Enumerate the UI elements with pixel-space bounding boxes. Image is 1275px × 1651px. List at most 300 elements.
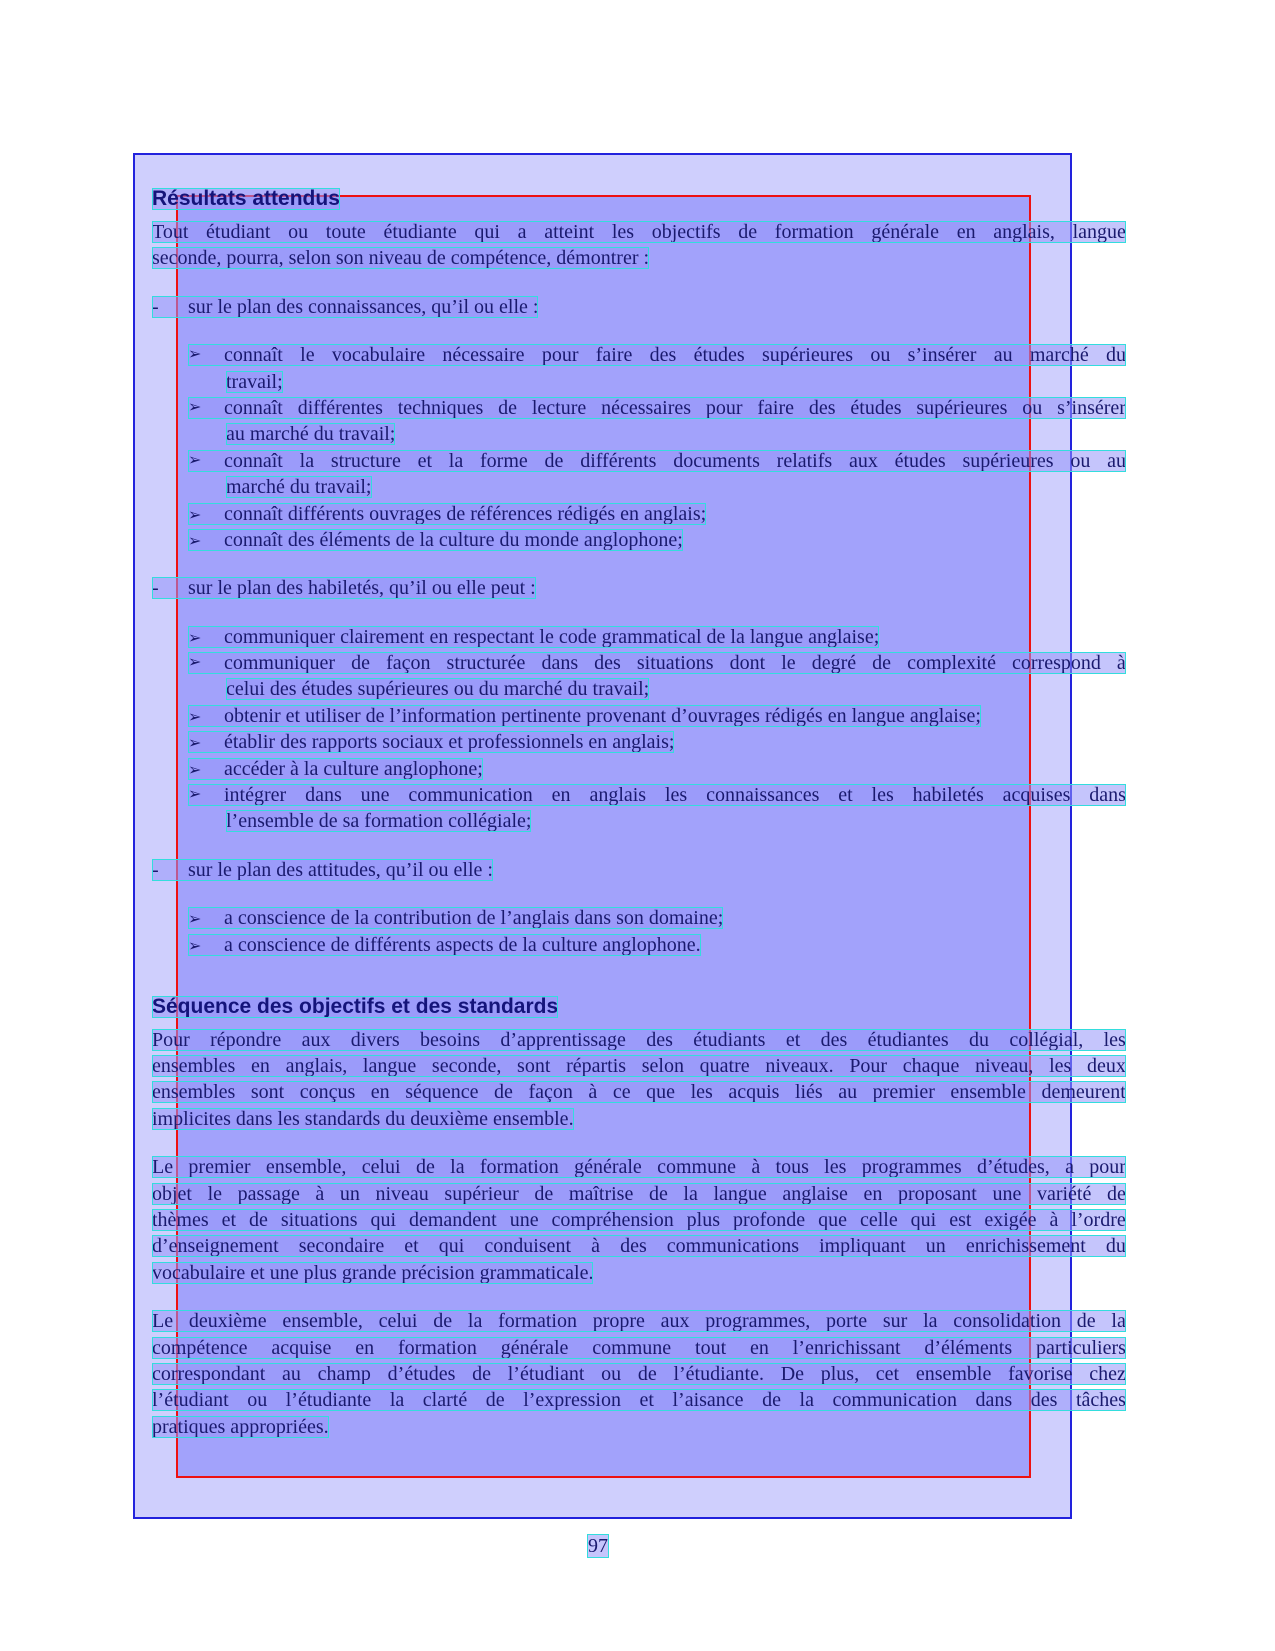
word: l’étudiant xyxy=(507,1362,585,1385)
arrow-bullet-icon: ➢ xyxy=(188,761,202,779)
word: études xyxy=(850,396,902,419)
word: demeurent xyxy=(1041,1081,1126,1104)
word: seconde, xyxy=(431,1054,502,1077)
paragraph-text: vocabulaire et une plus grande précision grammaticale. xyxy=(152,1261,594,1284)
word: documents xyxy=(673,449,760,472)
word: faire xyxy=(757,396,795,419)
word: langue xyxy=(713,1182,767,1205)
word: de xyxy=(494,1081,513,1104)
word: profonde xyxy=(732,1208,806,1231)
bullet-item xyxy=(226,423,395,445)
word: au xyxy=(993,344,1013,367)
bullet-item-text: obtenir et utiliser de l’information pertinente provenant d’ouvrages rédigés en langue anglaise; xyxy=(224,704,981,727)
word: divers xyxy=(350,1028,400,1051)
word: ensembles xyxy=(152,1081,236,1104)
word: premier xyxy=(188,1156,251,1179)
word: ensemble, xyxy=(282,1310,363,1333)
paragraph-line xyxy=(152,1081,1126,1103)
bullet-item-text: l’ensemble de sa formation collégiale; xyxy=(226,810,532,833)
word: de xyxy=(872,652,892,675)
word: la xyxy=(448,449,464,472)
word: et xyxy=(417,449,433,472)
bullet-item-text: connaît différents ouvrages de références rédigés en anglais; xyxy=(224,502,707,525)
word: enrichissement xyxy=(965,1235,1086,1258)
word: des xyxy=(1030,1389,1058,1412)
word: forme xyxy=(480,449,528,472)
word: et xyxy=(404,1235,419,1258)
group-title xyxy=(152,296,538,318)
word: un xyxy=(925,1235,946,1258)
word: niveaux. xyxy=(765,1054,834,1077)
word: de xyxy=(485,1389,505,1412)
word: en xyxy=(551,784,571,807)
arrow-bullet-icon: ➢ xyxy=(188,911,202,929)
word: dans xyxy=(975,1389,1013,1412)
word: supérieur xyxy=(444,1182,519,1205)
word: d’études, xyxy=(977,1156,1050,1179)
word: la xyxy=(799,1389,814,1412)
paragraph-text: implicites dans les standards du deuxième ensemble. xyxy=(152,1107,574,1130)
paragraph-text xyxy=(152,1389,1126,1411)
word: des xyxy=(594,652,621,675)
word: passage xyxy=(237,1182,300,1205)
word: objet xyxy=(152,1182,192,1205)
bullet-item-line xyxy=(152,731,1126,753)
word: du xyxy=(1105,344,1126,367)
word: maîtrise xyxy=(568,1182,634,1205)
bullet-item-text: accéder à la culture anglophone; xyxy=(224,757,483,780)
group-title-text: sur le plan des habiletés, qu’il ou elle peut : xyxy=(188,577,536,600)
arrow-bullet-icon: ➢ xyxy=(188,654,202,672)
word: étudiants xyxy=(693,1028,766,1051)
word: un xyxy=(339,1182,360,1205)
word: supérieures xyxy=(916,396,1008,419)
word: en xyxy=(355,1336,375,1359)
word: une xyxy=(360,784,390,807)
word: vocabulaire xyxy=(331,344,426,367)
arrow-spacer xyxy=(202,652,224,674)
word: au xyxy=(1107,449,1126,472)
bullet-item xyxy=(188,529,683,551)
word: les xyxy=(664,784,688,807)
bullet-item-line xyxy=(152,784,1126,806)
word: le xyxy=(781,652,796,675)
bullet-item-line xyxy=(152,397,1126,419)
word: et xyxy=(785,1028,801,1051)
word: ou xyxy=(870,344,891,367)
arrow-bullet-icon: ➢ xyxy=(188,937,202,955)
word: collégial, xyxy=(1009,1028,1084,1051)
word: études xyxy=(693,344,745,367)
word: s’insérer xyxy=(907,344,977,367)
bullet-item-line xyxy=(152,907,1126,929)
word: des xyxy=(808,396,836,419)
bullet-item-text: établir des rapports sociaux et professionnels en anglais; xyxy=(224,731,675,754)
arrow-bullet-icon: ➢ xyxy=(188,532,202,550)
word: à xyxy=(751,1156,761,1179)
word: générale xyxy=(574,1156,642,1179)
bullet-item xyxy=(188,344,1126,366)
word: des xyxy=(646,1028,673,1051)
word: et xyxy=(639,1389,654,1412)
word: façon xyxy=(386,652,431,675)
word: connaît xyxy=(224,344,283,367)
bullet-item-text: marché du travail; xyxy=(226,476,372,499)
word: conduisent xyxy=(484,1235,572,1258)
word: l’étudiant xyxy=(152,1389,229,1412)
bullet-item-line xyxy=(152,423,1126,445)
word: l’étudiante. xyxy=(673,1362,764,1385)
word: la xyxy=(299,449,315,472)
word: formation xyxy=(498,1310,577,1333)
word: connaissances xyxy=(706,784,820,807)
word: une xyxy=(992,1182,1022,1205)
dash-bullet: - xyxy=(152,295,159,318)
word: ou xyxy=(288,221,309,243)
word: thèmes xyxy=(152,1208,209,1231)
word: l’enrichissant xyxy=(792,1336,901,1359)
word: la xyxy=(467,1310,483,1333)
word: habiletés xyxy=(912,784,984,807)
word: à xyxy=(591,1235,600,1258)
word: commune xyxy=(657,1156,736,1179)
word: connaît xyxy=(224,449,283,472)
bullet-item-text xyxy=(224,450,1126,472)
word: porte xyxy=(826,1310,868,1333)
word: l’étudiante xyxy=(285,1389,372,1412)
word: différents xyxy=(580,449,657,472)
paragraph-line xyxy=(152,1389,1126,1411)
section-heading-results xyxy=(152,188,1126,210)
word: l’expression xyxy=(523,1389,621,1412)
word: ou xyxy=(247,1389,268,1412)
word: Le xyxy=(152,1310,174,1333)
bullet-item xyxy=(188,758,483,780)
bullet-item-line xyxy=(152,678,1126,700)
word: répondre xyxy=(210,1028,282,1051)
word: quatre xyxy=(699,1054,750,1077)
word: l’ordre xyxy=(1071,1208,1126,1231)
word: impliquant xyxy=(819,1235,906,1258)
word: aux xyxy=(848,449,878,472)
word: acquises xyxy=(1002,784,1071,807)
word: chaque xyxy=(902,1054,960,1077)
word: intégrer xyxy=(224,784,287,807)
word: clarté xyxy=(422,1389,468,1412)
word: répartis xyxy=(566,1054,627,1077)
group-title xyxy=(152,859,493,881)
intro-text: seconde, pourra, selon son niveau de compétence, démontrer : xyxy=(152,247,650,270)
word: au xyxy=(838,1081,858,1104)
word: champ xyxy=(317,1362,371,1385)
bullet-item-text: communiquer clairement en respectant le code grammatical de la langue anglaise; xyxy=(224,625,880,648)
bullet-item-line xyxy=(152,705,1126,727)
word: en xyxy=(956,221,976,243)
word: degré xyxy=(811,652,857,675)
group-title-line xyxy=(152,577,1126,599)
bullet-item-line xyxy=(152,529,1126,551)
word: tâches xyxy=(1075,1389,1126,1412)
word: à xyxy=(1116,652,1126,675)
bullet-item xyxy=(188,626,879,648)
word: liés xyxy=(794,1081,823,1104)
word: à xyxy=(588,1081,598,1104)
word: d’enseignement xyxy=(152,1235,279,1258)
arrow-spacer xyxy=(202,450,224,472)
word: a xyxy=(517,221,527,243)
bullet-item-line xyxy=(152,758,1126,780)
bullet-item xyxy=(188,705,981,727)
word: Le xyxy=(152,1156,174,1179)
word: de xyxy=(738,221,758,243)
bullet-item-text: celui des études supérieures ou du marché du travail; xyxy=(226,678,650,701)
word: situations xyxy=(636,652,714,675)
bullet-item-line xyxy=(152,810,1126,832)
word: de xyxy=(1106,1182,1126,1205)
bullet-item-text xyxy=(224,344,1126,366)
word: de xyxy=(1076,1310,1096,1333)
word: supérieures xyxy=(962,449,1054,472)
paragraph-line xyxy=(152,1337,1126,1359)
arrow-bullet-icon: ➢ xyxy=(188,506,202,524)
word: anglais xyxy=(589,784,647,807)
word: dans xyxy=(541,652,579,675)
word: de xyxy=(472,1362,492,1385)
word: la xyxy=(1111,1310,1126,1333)
word: demandent xyxy=(408,1208,497,1231)
word: Pour xyxy=(849,1054,888,1077)
dash-bullet: - xyxy=(152,858,159,881)
word: des xyxy=(820,1028,848,1051)
word: particuliers xyxy=(1035,1336,1126,1359)
arrow-bullet-icon: ➢ xyxy=(188,398,202,416)
word: les xyxy=(1103,1028,1126,1051)
word: que xyxy=(646,1081,676,1104)
word: consolidation xyxy=(953,1310,1062,1333)
word: correspondant xyxy=(152,1362,266,1385)
word: qui xyxy=(438,1235,465,1258)
bullet-item-line xyxy=(152,476,1126,498)
word: en xyxy=(370,1081,390,1104)
word: et xyxy=(838,784,853,807)
word: de xyxy=(762,1389,781,1412)
word: programmes xyxy=(861,1156,962,1179)
word: en xyxy=(251,1054,270,1077)
bullet-item-line xyxy=(152,934,1126,956)
word: Tout xyxy=(152,221,189,243)
arrow-spacer xyxy=(202,397,224,419)
word: communication xyxy=(832,1389,957,1412)
word: de xyxy=(637,1362,657,1385)
group-title-line xyxy=(152,859,1126,881)
word: structure xyxy=(330,449,401,472)
word: supérieures xyxy=(761,344,854,367)
word: des xyxy=(649,344,677,367)
word: qui xyxy=(370,1208,397,1231)
bullet-item xyxy=(188,450,1126,472)
paragraph-text xyxy=(152,1363,1126,1385)
word: anglais, xyxy=(993,221,1055,243)
word: s’insérer xyxy=(1057,396,1126,419)
word: de xyxy=(249,1208,268,1231)
word: faire xyxy=(595,344,633,367)
word: besoins xyxy=(420,1028,481,1051)
bullet-item xyxy=(226,371,283,393)
word: d’apprentissage xyxy=(500,1028,626,1051)
word: compréhension xyxy=(551,1208,674,1231)
bullet-item-line xyxy=(152,652,1126,674)
word: communications xyxy=(666,1235,799,1258)
word: variété xyxy=(1036,1182,1092,1205)
word: a xyxy=(1065,1156,1074,1179)
word: la xyxy=(923,1310,938,1333)
word: ou xyxy=(1070,449,1091,472)
word: deux xyxy=(1087,1054,1126,1077)
paragraph-line xyxy=(152,1262,1126,1284)
word: conçus xyxy=(299,1081,356,1104)
word: communiquer xyxy=(224,652,336,675)
word: les xyxy=(871,784,894,807)
bullet-item xyxy=(226,810,531,832)
word: premier xyxy=(872,1081,935,1104)
word: en xyxy=(750,1336,769,1359)
arrow-bullet-icon: ➢ xyxy=(188,735,202,753)
word: plus xyxy=(686,1208,721,1231)
paragraph-text xyxy=(152,1235,1126,1257)
bullet-item xyxy=(188,934,701,956)
word: d’éléments xyxy=(924,1336,1013,1359)
word: qui xyxy=(910,1208,937,1231)
word: nécessaire xyxy=(442,344,525,367)
word: dans xyxy=(305,784,342,807)
dash-bullet: - xyxy=(152,577,159,600)
arrow-bullet-icon: ➢ xyxy=(188,786,202,804)
word: le xyxy=(207,1182,223,1205)
word: connaît xyxy=(224,396,283,419)
arrow-bullet-icon: ➢ xyxy=(188,708,202,726)
paragraph-line xyxy=(152,1209,1126,1231)
bullet-item xyxy=(226,678,649,700)
bullet-item-line xyxy=(152,503,1126,525)
word: du xyxy=(969,1028,990,1051)
word: relatifs xyxy=(776,449,833,472)
word: générale xyxy=(500,1336,569,1359)
bullet-item-line xyxy=(152,626,1126,648)
bullet-item xyxy=(188,907,723,929)
paragraph-text xyxy=(152,1156,1126,1178)
word: générale xyxy=(871,221,940,243)
word: des xyxy=(620,1235,647,1258)
word: situations xyxy=(280,1208,358,1231)
paragraph-text xyxy=(152,1055,1126,1077)
word: formation xyxy=(774,221,854,243)
bullet-item xyxy=(188,652,1126,674)
word: de xyxy=(498,396,517,419)
word: deuxième xyxy=(188,1310,267,1333)
word: ensemble xyxy=(915,1362,992,1385)
word: pour xyxy=(705,396,743,419)
word: celui xyxy=(361,1156,401,1179)
word: les xyxy=(690,1081,713,1104)
word: étudiantes xyxy=(867,1028,949,1051)
word: une xyxy=(509,1208,539,1231)
bullet-item-text: a conscience de la contribution de l’anglais dans son domaine; xyxy=(224,907,724,930)
word: de xyxy=(415,1156,435,1179)
word: commune xyxy=(592,1336,672,1359)
arrow-bullet-icon: ➢ xyxy=(188,629,202,647)
bullet-item-line xyxy=(152,371,1126,393)
arrow-spacer xyxy=(202,784,224,806)
paragraph-line xyxy=(152,1416,1126,1438)
word: de xyxy=(351,652,371,675)
paragraph-text xyxy=(152,1183,1126,1205)
word: que xyxy=(818,1208,848,1231)
paragraph-line xyxy=(152,1055,1126,1077)
arrow-bullet-icon: ➢ xyxy=(188,451,202,469)
bullet-item-text xyxy=(224,784,1126,806)
page-number: 97 xyxy=(588,1535,608,1557)
word: au xyxy=(282,1362,301,1385)
word: lecture xyxy=(531,396,587,419)
bullet-item xyxy=(188,397,1126,419)
word: et xyxy=(221,1208,237,1231)
word: étudiante xyxy=(383,221,457,243)
paragraph-text xyxy=(152,1310,1126,1332)
section-heading-text: Résultats attendus xyxy=(152,188,340,210)
word: ensemble xyxy=(950,1081,1026,1104)
word: programmes, xyxy=(705,1310,811,1333)
word: structurée xyxy=(446,652,526,675)
word: nécessaires xyxy=(601,396,692,419)
word: exigée xyxy=(984,1208,1037,1231)
word: d’études xyxy=(387,1362,456,1385)
word: étudiant xyxy=(206,221,271,243)
word: correspond xyxy=(1012,652,1101,675)
word: acquise xyxy=(271,1336,332,1359)
word: l’aisance xyxy=(672,1389,744,1412)
bullet-item-text: travail; xyxy=(226,370,283,393)
word: techniques xyxy=(397,396,484,419)
word: sont xyxy=(250,1081,285,1104)
bullet-item-text xyxy=(224,652,1126,674)
word: ensembles xyxy=(152,1054,236,1077)
bullet-item-text: a conscience de différents aspects de la culture anglophone. xyxy=(224,933,701,956)
word: ce xyxy=(612,1081,631,1104)
word: tous xyxy=(775,1156,809,1179)
bullet-item-text: au marché du travail; xyxy=(226,423,396,446)
word: plus, xyxy=(820,1362,860,1385)
paragraph-line xyxy=(152,1235,1126,1257)
paragraph-line xyxy=(152,1029,1126,1051)
bullet-item-line xyxy=(152,450,1126,472)
paragraph-line xyxy=(152,1108,1126,1130)
word: communication xyxy=(408,784,533,807)
word: en xyxy=(863,1182,883,1205)
word: le xyxy=(300,344,315,367)
word: Pour xyxy=(152,1028,190,1051)
bullet-item xyxy=(188,731,674,753)
word: ensemble, xyxy=(265,1156,347,1179)
word: toute xyxy=(325,221,366,243)
section-heading-sequence xyxy=(152,996,1126,1018)
bullet-item xyxy=(188,784,1126,806)
word: ou xyxy=(1022,396,1043,419)
word: propre xyxy=(592,1310,645,1333)
group-title xyxy=(152,577,536,599)
paragraph-line xyxy=(152,1183,1126,1205)
word: les xyxy=(1049,1054,1072,1077)
intro-line xyxy=(152,247,1126,269)
